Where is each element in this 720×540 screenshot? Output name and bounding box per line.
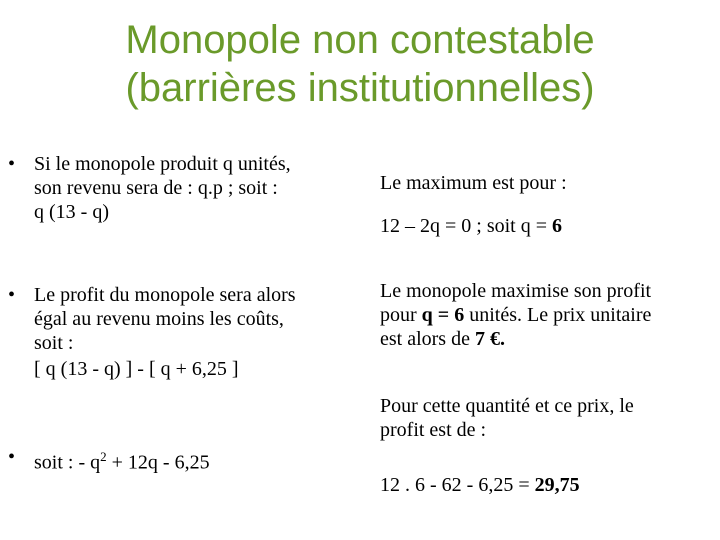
bullet-revenue-line-3: q (13 - q) (34, 201, 109, 223)
bullet-revenue-line-1: Si le monopole produit q unités, (34, 153, 291, 175)
title-line-1: Monopole non contestable (125, 18, 595, 62)
title-line-2: (barrières institutionnelles) (125, 66, 595, 110)
bullet-dot: • (8, 153, 16, 175)
bullet-profit-line-4: [ q (13 - q) ] - [ q + 6,25 ] (34, 358, 239, 380)
profit-calculation: 12 . 6 - 62 - 6,25 = 29,75 (380, 474, 580, 496)
bullet-profit-line-3: soit : (34, 332, 74, 354)
bullet-dot: • (8, 284, 16, 306)
maximum-label: Le maximum est pour : (380, 172, 567, 194)
bullet-revenue-line-2: son revenu sera de : q.p ; soit : (34, 177, 278, 199)
derivative-equation: 12 – 2q = 0 ; soit q = 6 (380, 215, 563, 237)
maximization-paragraph: Le monopole maximise son profit pour q = 6 unités. Le prix unitaire est alors de 7 €. (380, 280, 652, 350)
bullet-dot: • (8, 446, 16, 468)
bullet-profit-line-1: Le profit du monopole sera alors (34, 284, 296, 306)
profit-paragraph: Pour cette quantité et ce prix, le profit est de : (380, 395, 634, 441)
bullet-profit-line-2: égal au revenu moins les coûts, (34, 308, 284, 330)
slide-title (0, 16, 720, 112)
profit-function: soit : - $q^2 + 12q - 6,25$ (34, 449, 210, 474)
